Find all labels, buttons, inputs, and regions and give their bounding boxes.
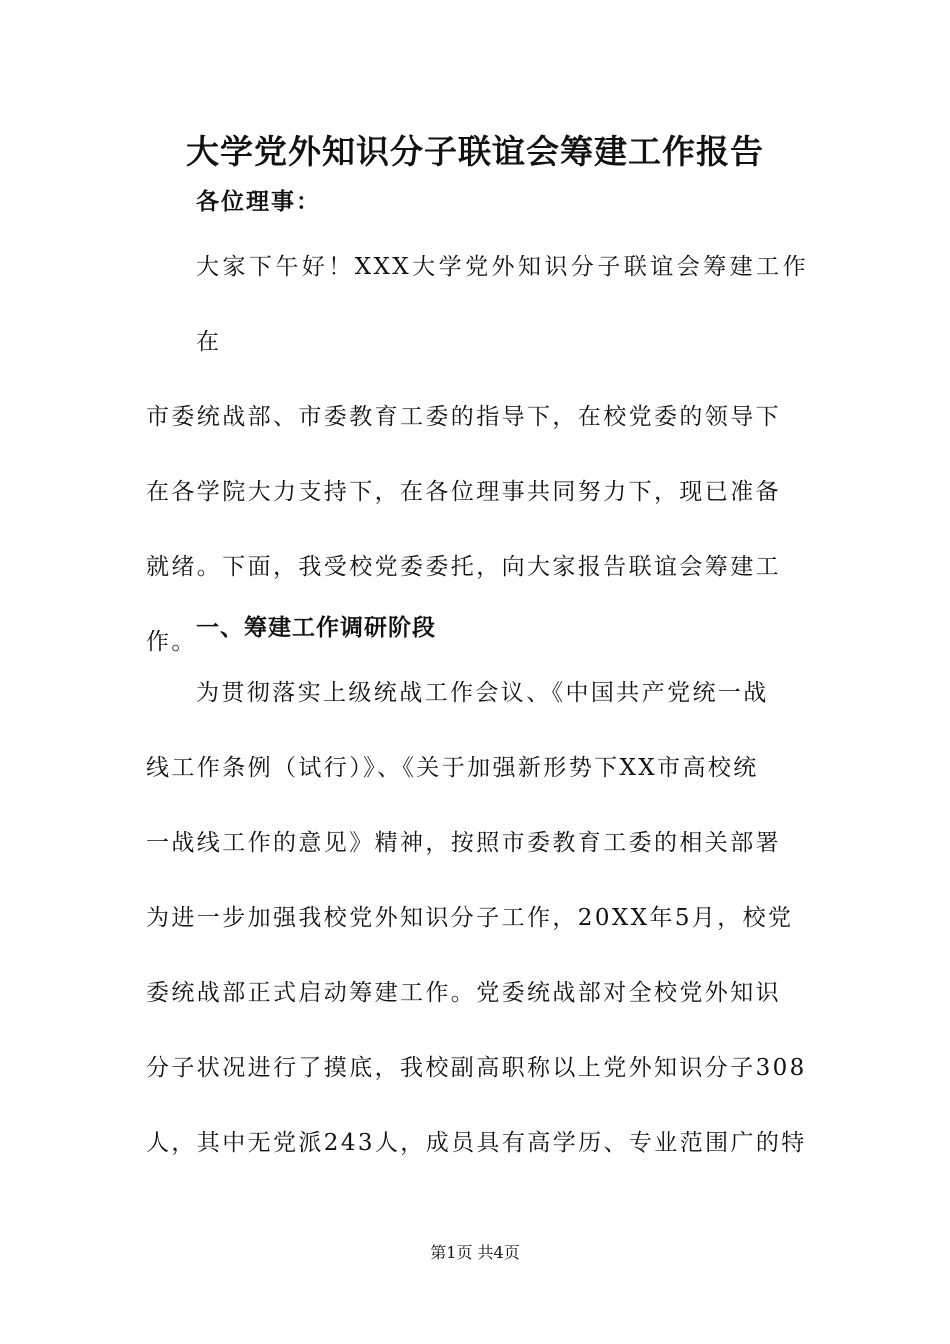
section-paragraph	[146, 656, 808, 1181]
paragraph-line: 一战线工作的意见》精神，按照市委教育工委的相关部署	[146, 830, 781, 856]
document-title: 大学党外知识分子联谊会筹建工作报告	[186, 132, 764, 171]
paragraph-line: 委统战部正式启动筹建工作。党委统战部对全校党外知识	[146, 980, 781, 1006]
paragraph-line: 市委统战部、市委教育工委的指导下，在校党委的领导下	[146, 404, 781, 430]
paragraph-line: 在各学院大力支持下，在各位理事共同努力下，现已准备	[146, 479, 781, 505]
paragraph-line: 大家下午好！XXX大学党外知识分子联谊会筹建工作在	[196, 254, 808, 355]
paragraph-line: 人，其中无党派243人，成员具有高学历、专业范围广的特	[146, 1130, 807, 1156]
paragraph-line: 作。	[146, 629, 197, 655]
salutation: 各位理事：	[196, 189, 321, 215]
page-footer: 第1页 共4页	[430, 1243, 520, 1262]
paragraph-line: 线工作条例（试行）》、《关于加强新形势下XX市高校统	[146, 755, 759, 781]
paragraph-line: 为进一步加强我校党外知识分子工作，20XX年5月，校党	[146, 905, 794, 931]
paragraph-line: 就绪。下面，我受校党委委托，向大家报告联谊会筹建工	[146, 554, 781, 580]
section-heading: 一、筹建工作调研阶段	[196, 615, 436, 641]
paragraph-line: 为贯彻落实上级统战工作会议、《中国共产党统一战	[196, 680, 769, 706]
paragraph-line: 分子状况进行了摸底，我校副高职称以上党外知识分子308	[146, 1055, 807, 1081]
